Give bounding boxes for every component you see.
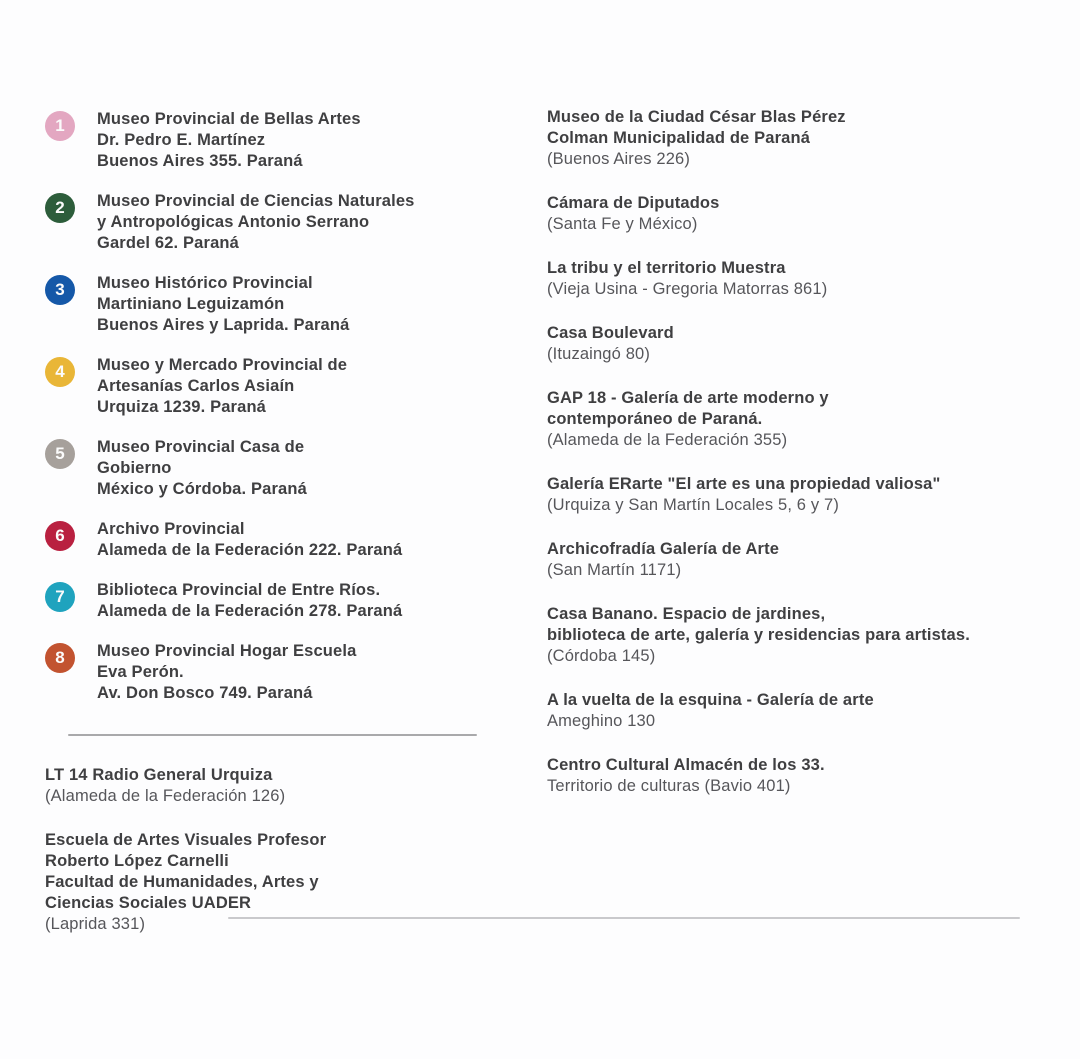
venue-line: Buenos Aires 355. Paraná bbox=[97, 152, 303, 170]
venue-name-line: A la vuelta de la esquina - Galería de arte bbox=[547, 691, 874, 709]
venue-name-line: Centro Cultural Almacén de los 33. bbox=[547, 756, 825, 774]
numbered-venue-item bbox=[45, 273, 515, 336]
venue-text-block bbox=[97, 109, 361, 172]
venue-line: Biblioteca Provincial de Entre Ríos. bbox=[97, 581, 381, 599]
venue-line: Alameda de la Federación 278. Paraná bbox=[97, 602, 403, 620]
number-badge: 2 bbox=[45, 193, 75, 223]
number-badge: 4 bbox=[45, 357, 75, 387]
venue-line: Museo Histórico Provincial bbox=[97, 274, 313, 292]
venue-item bbox=[547, 258, 1080, 300]
unnumbered-venues-column bbox=[547, 107, 1080, 820]
venue-text-block bbox=[97, 355, 347, 418]
venue-line: Urquiza 1239. Paraná bbox=[97, 398, 266, 416]
venue-line: Av. Don Bosco 749. Paraná bbox=[97, 684, 313, 702]
venue-name-line: La tribu y el territorio Muestra bbox=[547, 259, 786, 277]
venue-line: Martiniano Leguizamón bbox=[97, 295, 285, 313]
number-badge: 1 bbox=[45, 111, 75, 141]
venue-address-line: (San Martín 1171) bbox=[547, 561, 682, 579]
venue-item bbox=[547, 193, 1080, 235]
venue-text-block bbox=[97, 273, 349, 336]
number-badge: 7 bbox=[45, 582, 75, 612]
venue-name-line: Casa Banano. Espacio de jardines, bbox=[547, 605, 826, 623]
venue-name-line: Colman Municipalidad de Paraná bbox=[547, 129, 811, 147]
venue-name-line: Museo de la Ciudad César Blas Pérez bbox=[547, 108, 846, 126]
venue-line: Eva Perón. bbox=[97, 663, 184, 681]
venue-name-line: GAP 18 - Galería de arte moderno y bbox=[547, 389, 829, 407]
numbered-venue-item bbox=[45, 437, 515, 500]
venue-item bbox=[547, 604, 1080, 667]
venue-line: Archivo Provincial bbox=[97, 520, 245, 538]
venue-text-block bbox=[97, 580, 402, 622]
venue-line: Gobierno bbox=[97, 459, 172, 477]
venue-item bbox=[547, 107, 1080, 170]
venue-text-block bbox=[97, 519, 402, 561]
venue-line: Museo Provincial Casa de bbox=[97, 438, 305, 456]
venue-address-line: (Laprida 331) bbox=[45, 915, 146, 933]
numbered-venue-item bbox=[45, 109, 515, 172]
numbered-venue-item bbox=[45, 641, 515, 704]
venue-line: Buenos Aires y Laprida. Paraná bbox=[97, 316, 350, 334]
venue-text-block bbox=[97, 191, 414, 254]
venue-line: Museo y Mercado Provincial de bbox=[97, 356, 348, 374]
venue-line: Alameda de la Federación 222. Paraná bbox=[97, 541, 403, 559]
venue-name-line: LT 14 Radio General Urquiza bbox=[45, 766, 273, 784]
number-badge: 5 bbox=[45, 439, 75, 469]
venue-line: Dr. Pedro E. Martínez bbox=[97, 131, 266, 149]
venue-name-line: Ciencias Sociales UADER bbox=[45, 894, 252, 912]
venue-address-line: (Córdoba 145) bbox=[547, 647, 656, 665]
numbered-venue-item bbox=[45, 191, 515, 254]
venue-item bbox=[547, 755, 1080, 797]
left-column-divider bbox=[68, 734, 477, 736]
venue-name-line: Cámara de Diputados bbox=[547, 194, 720, 212]
venue-address-line: (Urquiza y San Martín Locales 5, 6 y 7) bbox=[547, 496, 839, 514]
venue-line: Museo Provincial Hogar Escuela bbox=[97, 642, 357, 660]
venue-name-line: Archicofradía Galería de Arte bbox=[547, 540, 780, 558]
venue-line: México y Córdoba. Paraná bbox=[97, 480, 307, 498]
venue-address-line: (Buenos Aires 226) bbox=[547, 150, 691, 168]
venue-name-line: Facultad de Humanidades, Artes y bbox=[45, 873, 319, 891]
venue-name-line: Escuela de Artes Visuales Profesor bbox=[45, 831, 327, 849]
venue-name-line: biblioteca de arte, galería y residencias para artistas. bbox=[547, 626, 970, 644]
venue-item bbox=[45, 830, 515, 935]
venue-line: y Antropológicas Antonio Serrano bbox=[97, 213, 370, 231]
venue-name-line: Roberto López Carnelli bbox=[45, 852, 229, 870]
number-badge: 3 bbox=[45, 275, 75, 305]
venue-address-line: (Ituzaingó 80) bbox=[547, 345, 650, 363]
venue-name-line: contemporáneo de Paraná. bbox=[547, 410, 763, 428]
numbered-venue-item bbox=[45, 519, 515, 561]
venue-line: Artesanías Carlos Asiaín bbox=[97, 377, 295, 395]
venue-item bbox=[547, 539, 1080, 581]
venue-line: Gardel 62. Paraná bbox=[97, 234, 239, 252]
venue-item bbox=[547, 690, 1080, 732]
venue-item bbox=[45, 765, 515, 807]
venue-address-line: Ameghino 130 bbox=[547, 712, 656, 730]
venue-address-line: (Alameda de la Federación 126) bbox=[45, 787, 286, 805]
numbered-venues-column bbox=[45, 109, 515, 958]
venue-item bbox=[547, 388, 1080, 451]
venue-line: Museo Provincial de Bellas Artes bbox=[97, 110, 361, 128]
venue-text-block bbox=[97, 641, 356, 704]
venue-address-line: Territorio de culturas (Bavio 401) bbox=[547, 777, 791, 795]
numbered-venue-item bbox=[45, 580, 515, 622]
venue-address-line: (Vieja Usina - Gregoria Matorras 861) bbox=[547, 280, 828, 298]
venue-text-block bbox=[97, 437, 307, 500]
venue-item bbox=[547, 474, 1080, 516]
number-badge: 8 bbox=[45, 643, 75, 673]
venue-address-line: (Alameda de la Federación 355) bbox=[547, 431, 788, 449]
venue-address-line: (Santa Fe y México) bbox=[547, 215, 698, 233]
venue-name-line: Casa Boulevard bbox=[547, 324, 674, 342]
bottom-divider bbox=[228, 917, 1020, 919]
venue-name-line: Galería ERarte "El arte es una propiedad valiosa" bbox=[547, 475, 941, 493]
venue-item bbox=[547, 323, 1080, 365]
number-badge: 6 bbox=[45, 521, 75, 551]
venue-line: Museo Provincial de Ciencias Naturales bbox=[97, 192, 415, 210]
numbered-venue-item bbox=[45, 355, 515, 418]
